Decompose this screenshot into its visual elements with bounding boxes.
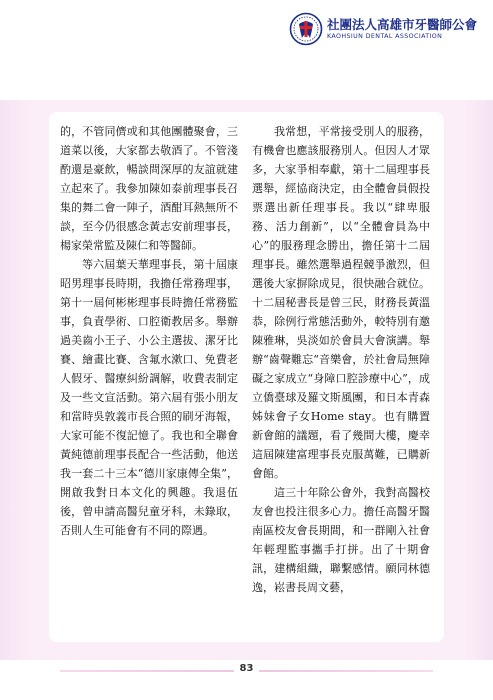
article-paragraph: 我常想，平常接受別人的服務，有機會也應該服務別人。但因人才眾多，大家爭相奉獻，第十二屆理事長選舉，經協商決定，由全體會員假投票選出新任理事長。我以“肆卑服務、活力創新”，以“全體會員為中心”的服務理念勝出，擔任第十二屆理事長。雖然選舉過程競爭激烈，但選後大家摒除成見，很快融合就位。十二屆秘書長是曾三民，財務長黃溫恭，除例行常態活動外，較特別有邀陳雅琳，吳淡如於會員大會演講。舉辦“齒聲難忘“音樂會，於社會局無障礙之家成立“身障口腔診療中心”，成立僑臺球及羅文斯風團，和日本青森姊妹會子女Home stay。也有購置新會館的議題，看了幾間大樓，慶幸這屆陳建富理事長克服萬難，已購新會館。 — [252, 125, 430, 480]
article-paragraph: 的，不管同儕或和其他團體聚會，三道菜以後，大家都去敬酒了。不管淺酌還是豪飲，暢談問深厚的友誼就建立起來了。我參加陳如泰前理事長召集的舞二會一陣子，酒酣耳熱無所不談，至今仍很感念黃志安前理事長，楊家榮常監及陳仁和等醫師。 — [60, 125, 238, 252]
page-header — [0, 0, 493, 60]
article-column-right — [252, 122, 430, 597]
association-logo — [289, 12, 477, 46]
article-column-left — [60, 122, 238, 540]
dental-association-logo-icon — [289, 12, 323, 46]
page-number-wrap — [0, 663, 493, 674]
page-number: 83 — [234, 663, 260, 674]
article-paragraph: 等六屆葉天華理事長，第十屆康昭男理事長時期，我擔任常務理事，第十一屆何彬彬理事長時擔任常務監事，負責學術、口腔衛教居多。舉辦過美齒小王子、小公主選拔、潔牙比賽、繪畫比賽、含氟水漱口、免費老人假牙、醫療糾紛調解，收費表制定及一些文宣活動。第六屆有張小朋友和當時吳敦義市長合照的刷牙海報，大家可能不復記憶了。我也和全聯會黃純德前理事長配合一些活動，他送我一套二十三本“德川家康傳全集”，開啟我對日本文化的興趣。我退伍後，曾申請高醫兒童牙科，未錄取，否則人生可能會有不同的際遇。 — [60, 258, 238, 537]
association-name-english: KAOHSIUN DENTAL ASSOCIATION — [326, 32, 443, 40]
association-name: 社團法人高雄市牙醫師公會 — [326, 16, 477, 32]
article-paragraph: 這三十年除公會外，我對高醫校友會也投注很多心力。擔任高醫牙醫南區校友會長期間，和一群剛入社會年輕理監事攜手打拼。出了十期會訊，建構組織，聯繫感情。願同林德逸，崧書長周文藝， — [252, 486, 430, 594]
association-name-block — [327, 18, 477, 41]
